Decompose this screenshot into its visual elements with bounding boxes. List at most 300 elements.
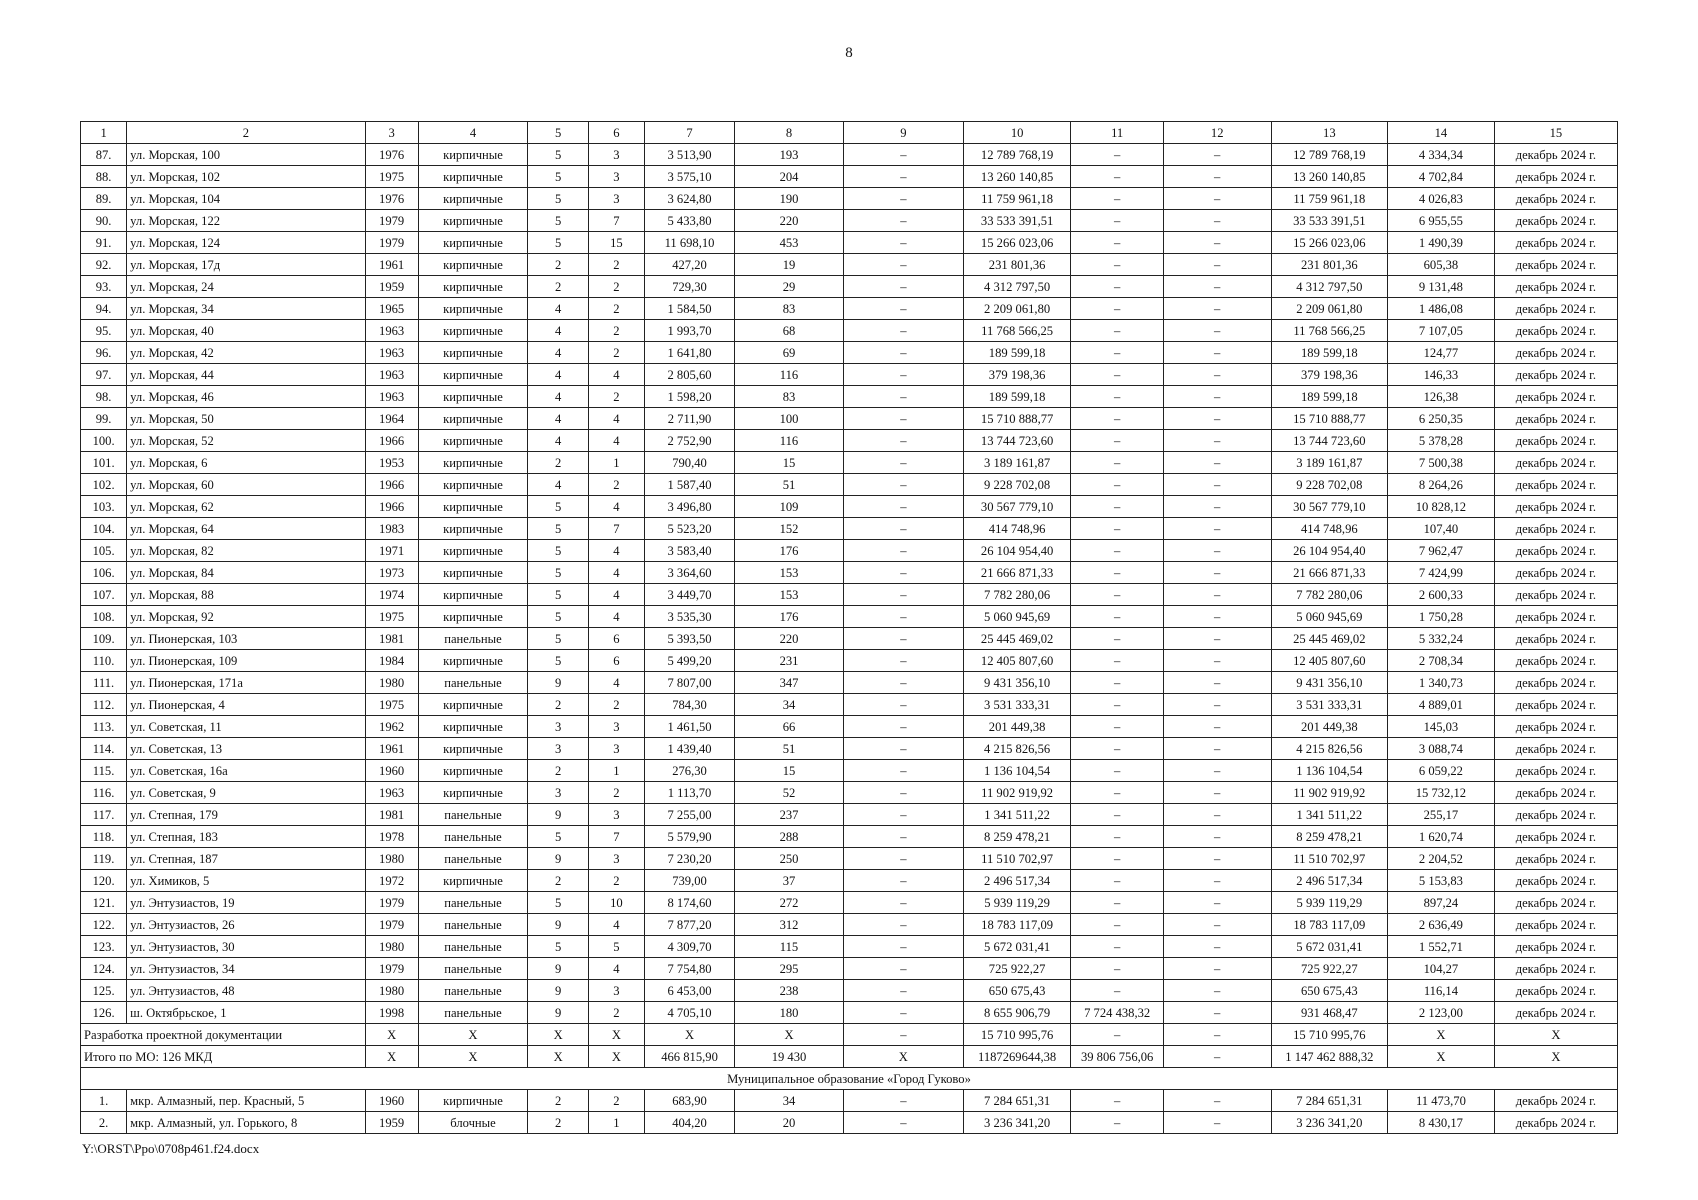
table-cell: 9 131,48: [1388, 276, 1495, 298]
table-cell: 4 215 826,56: [963, 738, 1071, 760]
table-cell: 124,77: [1388, 342, 1495, 364]
table-row: [81, 496, 1618, 518]
table-cell: 3 364,60: [644, 562, 734, 584]
table-cell: 1966: [365, 496, 418, 518]
table-row: [81, 320, 1618, 342]
table-cell: 276,30: [644, 760, 734, 782]
address-cell: мкр. Алмазный, ул. Горького, 8: [127, 1112, 366, 1134]
address-cell: ул. Химиков, 5: [127, 870, 366, 892]
table-cell: 3 236 341,20: [963, 1112, 1071, 1134]
table-cell: –: [1071, 936, 1163, 958]
table-cell: 180: [735, 1002, 844, 1024]
table-cell: –: [1071, 980, 1163, 1002]
table-cell: 7 500,38: [1388, 452, 1495, 474]
table-cell: 5: [528, 144, 588, 166]
table-cell: 4: [588, 584, 644, 606]
table-cell: декабрь 2024 г.: [1494, 430, 1617, 452]
table-cell: –: [1163, 452, 1271, 474]
table-cell: 312: [735, 914, 844, 936]
table-row: [81, 738, 1618, 760]
table-cell: 1960: [365, 760, 418, 782]
table-cell: 105.: [81, 540, 127, 562]
table-cell: 33 533 391,51: [1271, 210, 1388, 232]
table-cell: декабрь 2024 г.: [1494, 342, 1617, 364]
table-cell: 26 104 954,40: [1271, 540, 1388, 562]
table-cell: –: [1071, 606, 1163, 628]
table-cell: декабрь 2024 г.: [1494, 782, 1617, 804]
table-cell: X: [644, 1024, 734, 1046]
table-cell: 189 599,18: [1271, 386, 1388, 408]
address-cell: ул. Морская, 6: [127, 452, 366, 474]
address-cell: ул. Морская, 50: [127, 408, 366, 430]
table-cell: 1 750,28: [1388, 606, 1495, 628]
table-cell: 11 698,10: [644, 232, 734, 254]
table-cell: декабрь 2024 г.: [1494, 188, 1617, 210]
table-cell: 11 759 961,18: [963, 188, 1071, 210]
table-cell: 93.: [81, 276, 127, 298]
table-cell: –: [1163, 848, 1271, 870]
table-cell: 7 255,00: [644, 804, 734, 826]
table-cell: 13 260 140,85: [1271, 166, 1388, 188]
table-cell: 5: [528, 188, 588, 210]
table-cell: 1963: [365, 364, 418, 386]
table-cell: 650 675,43: [963, 980, 1071, 1002]
column-header: 4: [418, 122, 528, 144]
address-cell: ул. Советская, 9: [127, 782, 366, 804]
table-cell: декабрь 2024 г.: [1494, 364, 1617, 386]
table-cell: 2.: [81, 1112, 127, 1134]
address-cell: ул. Морская, 124: [127, 232, 366, 254]
table-cell: 201 449,38: [963, 716, 1071, 738]
table-cell: 190: [735, 188, 844, 210]
table-cell: кирпичные: [418, 562, 528, 584]
address-cell: ул. Пионерская, 4: [127, 694, 366, 716]
table-cell: –: [1071, 628, 1163, 650]
table-cell: 103.: [81, 496, 127, 518]
table-cell: 1983: [365, 518, 418, 540]
table-cell: декабрь 2024 г.: [1494, 672, 1617, 694]
table-cell: 6: [588, 628, 644, 650]
table-cell: 1: [588, 760, 644, 782]
table-cell: 238: [735, 980, 844, 1002]
table-cell: 5 523,20: [644, 518, 734, 540]
table-cell: 9: [528, 914, 588, 936]
table-cell: 176: [735, 540, 844, 562]
table-cell: 98.: [81, 386, 127, 408]
table-cell: панельные: [418, 804, 528, 826]
table-cell: 89.: [81, 188, 127, 210]
address-cell: ул. Морская, 84: [127, 562, 366, 584]
table-cell: –: [1071, 276, 1163, 298]
address-cell: ул. Энтузиастов, 48: [127, 980, 366, 1002]
table-cell: –: [843, 254, 963, 276]
table-cell: –: [1163, 210, 1271, 232]
table-cell: X: [1494, 1046, 1617, 1068]
table-cell: 11 510 702,97: [963, 848, 1071, 870]
table-cell: 25 445 469,02: [963, 628, 1071, 650]
table-cell: 7 424,99: [1388, 562, 1495, 584]
table-cell: –: [1163, 672, 1271, 694]
table-cell: –: [843, 540, 963, 562]
table-cell: 5 060 945,69: [963, 606, 1071, 628]
table-cell: 5: [528, 584, 588, 606]
table-cell: 2 496 517,34: [963, 870, 1071, 892]
table-cell: 1963: [365, 320, 418, 342]
table-cell: 204: [735, 166, 844, 188]
table-row: [81, 1112, 1618, 1134]
table-cell: 8 264,26: [1388, 474, 1495, 496]
table-cell: 9: [528, 980, 588, 1002]
table-cell: 231 801,36: [963, 254, 1071, 276]
table-cell: 19 430: [735, 1046, 844, 1068]
table-cell: X: [418, 1046, 528, 1068]
table-cell: 2 600,33: [1388, 584, 1495, 606]
table-row: [81, 408, 1618, 430]
table-cell: 7 284 651,31: [1271, 1090, 1388, 1112]
table-cell: 5 153,83: [1388, 870, 1495, 892]
table-cell: 7 877,20: [644, 914, 734, 936]
table-cell: 189 599,18: [963, 386, 1071, 408]
table-cell: 1979: [365, 232, 418, 254]
table-cell: –: [843, 342, 963, 364]
table-cell: 13 744 723,60: [963, 430, 1071, 452]
table-cell: 5: [528, 936, 588, 958]
table-cell: 4 705,10: [644, 1002, 734, 1024]
table-cell: 250: [735, 848, 844, 870]
table-cell: 1 341 511,22: [1271, 804, 1388, 826]
table-cell: –: [1071, 1090, 1163, 1112]
table-cell: панельные: [418, 826, 528, 848]
table-row: [81, 144, 1618, 166]
table-cell: 112.: [81, 694, 127, 716]
table-row: [81, 474, 1618, 496]
table-cell: кирпичные: [418, 166, 528, 188]
table-cell: 3: [588, 716, 644, 738]
table-cell: кирпичные: [418, 782, 528, 804]
table-cell: 92.: [81, 254, 127, 276]
table-cell: 11 902 919,92: [963, 782, 1071, 804]
table-row: [81, 914, 1618, 936]
table-cell: 683,90: [644, 1090, 734, 1112]
table-cell: 1 587,40: [644, 474, 734, 496]
table-cell: 51: [735, 738, 844, 760]
table-cell: –: [843, 364, 963, 386]
table-cell: 189 599,18: [1271, 342, 1388, 364]
address-cell: ул. Морская, 64: [127, 518, 366, 540]
table-row: [81, 210, 1618, 232]
table-cell: –: [843, 1002, 963, 1024]
table-cell: 1 136 104,54: [963, 760, 1071, 782]
table-cell: 10: [588, 892, 644, 914]
table-row: [81, 782, 1618, 804]
table-cell: декабрь 2024 г.: [1494, 320, 1617, 342]
table-cell: 2: [528, 276, 588, 298]
table-cell: 6 453,00: [644, 980, 734, 1002]
table-cell: –: [1163, 1046, 1271, 1068]
table-cell: –: [843, 628, 963, 650]
table-cell: –: [1163, 826, 1271, 848]
table-cell: 15 266 023,06: [963, 232, 1071, 254]
table-cell: 1976: [365, 188, 418, 210]
table-cell: 3 531 333,31: [1271, 694, 1388, 716]
table-cell: 7: [588, 518, 644, 540]
address-cell: ул. Морская, 104: [127, 188, 366, 210]
table-cell: –: [843, 474, 963, 496]
table-cell: –: [843, 1024, 963, 1046]
table-cell: 790,40: [644, 452, 734, 474]
table-cell: –: [1163, 606, 1271, 628]
table-cell: кирпичные: [418, 694, 528, 716]
table-cell: X: [735, 1024, 844, 1046]
table-cell: 107,40: [1388, 518, 1495, 540]
table-row: [81, 672, 1618, 694]
table-cell: 66: [735, 716, 844, 738]
table-cell: 729,30: [644, 276, 734, 298]
table-cell: X: [365, 1024, 418, 1046]
table-cell: X: [588, 1024, 644, 1046]
table-row: [81, 386, 1618, 408]
table-row: [81, 584, 1618, 606]
table-cell: 3 513,90: [644, 144, 734, 166]
table-cell: 1961: [365, 254, 418, 276]
table-cell: 453: [735, 232, 844, 254]
table-cell: 5: [588, 936, 644, 958]
column-header: 13: [1271, 122, 1388, 144]
table-cell: 1974: [365, 584, 418, 606]
table-cell: кирпичные: [418, 254, 528, 276]
table-row: [81, 188, 1618, 210]
table-cell: 1 584,50: [644, 298, 734, 320]
table-cell: 9 228 702,08: [1271, 474, 1388, 496]
address-cell: ул. Пионерская, 109: [127, 650, 366, 672]
table-cell: кирпичные: [418, 364, 528, 386]
table-cell: 5: [528, 540, 588, 562]
table-cell: –: [1071, 716, 1163, 738]
table-cell: 2: [588, 870, 644, 892]
table-cell: 2: [528, 1090, 588, 1112]
table-cell: 25 445 469,02: [1271, 628, 1388, 650]
table-cell: –: [1071, 760, 1163, 782]
table-cell: 106.: [81, 562, 127, 584]
table-cell: 115.: [81, 760, 127, 782]
table-cell: 4: [588, 606, 644, 628]
table-cell: 15 710 888,77: [1271, 408, 1388, 430]
table-cell: –: [1071, 232, 1163, 254]
table-cell: декабрь 2024 г.: [1494, 1112, 1617, 1134]
table-cell: 295: [735, 958, 844, 980]
table-cell: 2: [588, 342, 644, 364]
address-cell: ул. Морская, 82: [127, 540, 366, 562]
table-cell: 34: [735, 694, 844, 716]
table-cell: 116: [735, 364, 844, 386]
table-cell: 2 496 517,34: [1271, 870, 1388, 892]
table-cell: 3 088,74: [1388, 738, 1495, 760]
table-cell: 126.: [81, 1002, 127, 1024]
table-cell: декабрь 2024 г.: [1494, 694, 1617, 716]
table-cell: –: [843, 672, 963, 694]
table-cell: –: [843, 826, 963, 848]
table-cell: 9: [528, 958, 588, 980]
table-cell: 4 702,84: [1388, 166, 1495, 188]
table-cell: 120.: [81, 870, 127, 892]
table-row: [81, 694, 1618, 716]
table-cell: 99.: [81, 408, 127, 430]
table-cell: –: [843, 562, 963, 584]
table-cell: 1 620,74: [1388, 826, 1495, 848]
table-cell: 7: [588, 210, 644, 232]
table-cell: кирпичные: [418, 1090, 528, 1112]
table-cell: 3: [588, 980, 644, 1002]
table-cell: 1998: [365, 1002, 418, 1024]
table-row: [81, 650, 1618, 672]
table-cell: 5: [528, 166, 588, 188]
table-cell: –: [843, 298, 963, 320]
table-cell: 1 993,70: [644, 320, 734, 342]
table-cell: –: [843, 518, 963, 540]
table-cell: 3: [588, 738, 644, 760]
table-cell: декабрь 2024 г.: [1494, 914, 1617, 936]
table-cell: панельные: [418, 892, 528, 914]
table-cell: 83: [735, 298, 844, 320]
table-cell: декабрь 2024 г.: [1494, 1090, 1617, 1112]
table-cell: 189 599,18: [963, 342, 1071, 364]
table-cell: 3: [528, 738, 588, 760]
table-cell: кирпичные: [418, 474, 528, 496]
table-cell: –: [843, 386, 963, 408]
table-cell: 1980: [365, 848, 418, 870]
table-cell: декабрь 2024 г.: [1494, 606, 1617, 628]
table-cell: 3: [528, 716, 588, 738]
table-cell: 1960: [365, 1090, 418, 1112]
table-cell: –: [1071, 364, 1163, 386]
table-cell: 272: [735, 892, 844, 914]
table-cell: –: [1163, 364, 1271, 386]
table-cell: –: [1163, 298, 1271, 320]
table-cell: декабрь 2024 г.: [1494, 540, 1617, 562]
table-cell: 2 805,60: [644, 364, 734, 386]
table-cell: 153: [735, 562, 844, 584]
table-cell: 96.: [81, 342, 127, 364]
table-cell: X: [588, 1046, 644, 1068]
table-cell: 4: [528, 408, 588, 430]
table-cell: –: [843, 760, 963, 782]
table-cell: 3: [588, 804, 644, 826]
table-cell: –: [1071, 452, 1163, 474]
table-cell: –: [843, 320, 963, 342]
table-cell: декабрь 2024 г.: [1494, 232, 1617, 254]
address-cell: ул. Степная, 183: [127, 826, 366, 848]
address-cell: ул. Морская, 17д: [127, 254, 366, 276]
table-cell: –: [1163, 1090, 1271, 1112]
table-cell: –: [1163, 914, 1271, 936]
column-header: 8: [735, 122, 844, 144]
table-cell: –: [1071, 826, 1163, 848]
table-cell: –: [1163, 804, 1271, 826]
table-cell: 201 449,38: [1271, 716, 1388, 738]
table-cell: 931 468,47: [1271, 1002, 1388, 1024]
table-cell: 897,24: [1388, 892, 1495, 914]
table-cell: –: [1071, 320, 1163, 342]
table-cell: 6 250,35: [1388, 408, 1495, 430]
table-cell: 4: [588, 430, 644, 452]
column-header: 10: [963, 122, 1071, 144]
table-cell: 1 552,71: [1388, 936, 1495, 958]
table-cell: X: [528, 1024, 588, 1046]
table-cell: кирпичные: [418, 716, 528, 738]
table-cell: 220: [735, 628, 844, 650]
table-cell: –: [843, 606, 963, 628]
table-cell: 7: [588, 826, 644, 848]
table-row: [81, 1090, 1618, 1112]
table-cell: 1: [588, 452, 644, 474]
table-cell: 7 962,47: [1388, 540, 1495, 562]
table-row: [81, 232, 1618, 254]
table-cell: –: [1163, 188, 1271, 210]
table-cell: 111.: [81, 672, 127, 694]
table-cell: –: [843, 848, 963, 870]
table-cell: 10 828,12: [1388, 496, 1495, 518]
table-cell: 3: [588, 848, 644, 870]
table-cell: 4 026,83: [1388, 188, 1495, 210]
table-cell: 1963: [365, 782, 418, 804]
table-cell: 176: [735, 606, 844, 628]
table-cell: 69: [735, 342, 844, 364]
address-cell: ул. Морская, 60: [127, 474, 366, 496]
table-row: [81, 452, 1618, 474]
table-cell: 3 236 341,20: [1271, 1112, 1388, 1134]
table-cell: –: [1163, 628, 1271, 650]
column-header: 1: [81, 122, 127, 144]
section-header-row: [81, 1068, 1618, 1090]
column-header: 11: [1071, 122, 1163, 144]
address-cell: ул. Морская, 102: [127, 166, 366, 188]
table-cell: декабрь 2024 г.: [1494, 628, 1617, 650]
table-cell: 51: [735, 474, 844, 496]
table-cell: декабрь 2024 г.: [1494, 452, 1617, 474]
table-cell: 2: [588, 254, 644, 276]
table-cell: –: [1163, 144, 1271, 166]
table-cell: 1966: [365, 430, 418, 452]
table-cell: 88.: [81, 166, 127, 188]
table-cell: 8 259 478,21: [1271, 826, 1388, 848]
table-cell: панельные: [418, 672, 528, 694]
table-cell: 15 710 995,76: [1271, 1024, 1388, 1046]
table-cell: –: [843, 738, 963, 760]
table-cell: 118.: [81, 826, 127, 848]
table-cell: кирпичные: [418, 276, 528, 298]
table-cell: декабрь 2024 г.: [1494, 958, 1617, 980]
table-cell: 1953: [365, 452, 418, 474]
table-cell: 1980: [365, 936, 418, 958]
table-cell: 15 732,12: [1388, 782, 1495, 804]
table-cell: 121.: [81, 892, 127, 914]
table-cell: 5 499,20: [644, 650, 734, 672]
column-header: 5: [528, 122, 588, 144]
table-cell: 7 724 438,32: [1071, 1002, 1163, 1024]
table-cell: 1 136 104,54: [1271, 760, 1388, 782]
table-cell: 3 583,40: [644, 540, 734, 562]
table-cell: –: [1163, 342, 1271, 364]
header-row: [81, 122, 1618, 144]
table-cell: декабрь 2024 г.: [1494, 562, 1617, 584]
table-cell: –: [843, 650, 963, 672]
table-cell: –: [843, 804, 963, 826]
table-cell: 3 189 161,87: [1271, 452, 1388, 474]
address-cell: ул. Энтузиастов, 34: [127, 958, 366, 980]
table-cell: 114.: [81, 738, 127, 760]
table-cell: 288: [735, 826, 844, 848]
table-cell: –: [843, 1112, 963, 1134]
